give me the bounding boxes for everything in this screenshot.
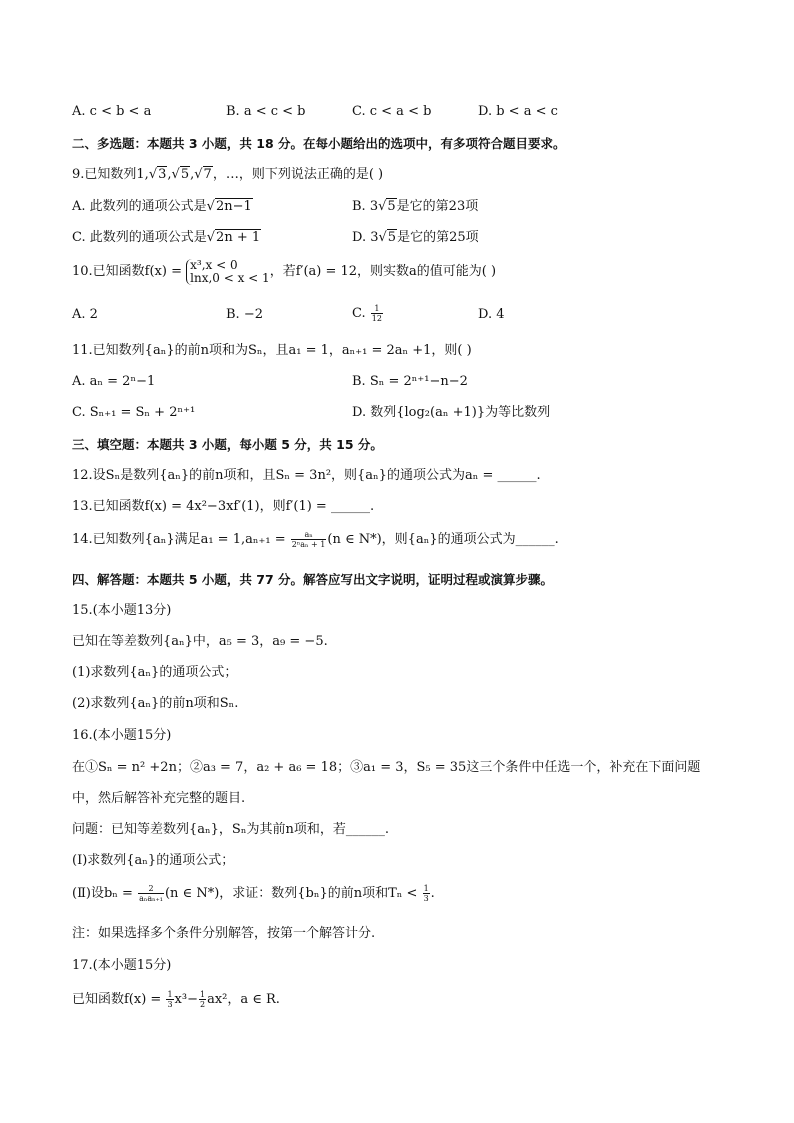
q15-part-1: (1)求数列{aₙ}的通项公式； [72, 665, 238, 680]
q8-option-b: B. a < c < b [226, 104, 306, 119]
q9-stem: 9.已知数列1,√3,√5,√7，…，则下列说法正确的是( ) [72, 167, 384, 182]
q10-option-c: C. $\frac{1}{12}$ [352, 304, 382, 323]
q11-option-a: A. aₙ = 2ⁿ−1 [72, 374, 156, 389]
section-header-multiple-choice: 二、多选题：本题共 3 小题，共 18 分。在每小题给出的选项中，有多项符合题目要求。 [72, 136, 566, 151]
q8-option-a: A. c < b < a [72, 104, 152, 119]
q10-stem: 10.已知函数f(x) = x³,x < 0 lnx,0 < x < 1 ，若f′(a) = 12，则实数a的值可能为( ) [72, 257, 497, 285]
q16-part-2: (Ⅱ)设bₙ = $\frac{2}{\text{aₙaₙ₊₁}}$ (n ∈ N*)，求证：数列{bₙ}的前n项和Tₙ < $\frac{1}{3}$ . [72, 884, 435, 903]
q8-option-c: C. c < a < b [352, 104, 432, 119]
q15-heading: 15.(本小题13分) [72, 603, 172, 618]
q9-option-a: A. 此数列的通项公式是√2n−1 [72, 199, 252, 214]
q14-stem: 14.已知数列{aₙ}满足a₁ = 1,aₙ₊₁ = $\frac{\text{aₙ}}{\text{2ⁿaₙ + 1}}$ (n ∈ N*)，则{aₙ}的通项公式为______. [72, 530, 559, 549]
q9-option-b: B. 3√5是它的第23项 [352, 199, 479, 214]
q10-option-d: D. 4 [478, 307, 505, 322]
q17-heading: 17.(本小题15分) [72, 958, 172, 973]
q16-part-1: (Ⅰ)求数列{aₙ}的通项公式； [72, 853, 235, 868]
q13-stem: 13.已知函数f(x) = 4x²−3xf′(1)，则f′(1) = ______. [72, 499, 375, 514]
q11-stem: 11.已知数列{aₙ}的前n项和为Sₙ，且a₁ = 1，aₙ₊₁ = 2aₙ +1，则( ) [72, 343, 472, 358]
q16-heading: 16.(本小题15分) [72, 728, 172, 743]
q16-problem: 问题：已知等差数列{aₙ}，Sₙ为其前n项和，若______. [72, 822, 389, 837]
q17-function: 已知函数f(x) = $\frac{1}{3}$ x³− $\frac{1}{2}$ ax²，a ∈ R. [72, 990, 280, 1009]
q15-condition: 已知在等差数列{aₙ}中，a₅ = 3，a₉ = −5. [72, 634, 328, 649]
q15-part-2: (2)求数列{aₙ}的前n项和Sₙ. [72, 696, 239, 711]
q8-option-d: D. b < a < c [478, 104, 558, 119]
q9-option-c: C. 此数列的通项公式是√2n + 1 [72, 230, 261, 245]
q16-conditions-cont: 中，然后解答补充完整的题目. [72, 791, 246, 806]
q11-option-b: B. Sₙ = 2ⁿ⁺¹−n−2 [352, 374, 468, 389]
q10-option-b: B. −2 [226, 307, 263, 322]
q9-option-d: D. 3√5是它的第25项 [352, 230, 479, 245]
q11-option-d: D. 数列{log₂(aₙ +1)}为等比数列 [352, 405, 551, 420]
section-header-solution: 四、解答题：本题共 5 小题，共 77 分。解答应写出文字说明，证明过程或演算步骤。 [72, 572, 554, 587]
q12-stem: 12.设Sₙ是数列{aₙ}的前n项和，且Sₙ = 3n²，则{aₙ}的通项公式为aₙ = ______. [72, 468, 541, 483]
piecewise-brace: x³,x < 0 lnx,0 < x < 1 [186, 259, 270, 285]
q16-note: 注：如果选择多个条件分别解答，按第一个解答计分. [72, 926, 376, 941]
section-header-fill-in: 三、填空题：本题共 3 小题，每小题 5 分，共 15 分。 [72, 437, 383, 452]
q11-option-c: C. Sₙ₊₁ = Sₙ + 2ⁿ⁺¹ [72, 405, 196, 420]
q10-option-a: A. 2 [72, 307, 98, 322]
q16-conditions: 在①Sₙ = n² +2n；②a₃ = 7，a₂ + a₆ = 18；③a₁ = 3，S₅ = 35这三个条件中任选一个，补充在下面问题 [72, 760, 701, 775]
